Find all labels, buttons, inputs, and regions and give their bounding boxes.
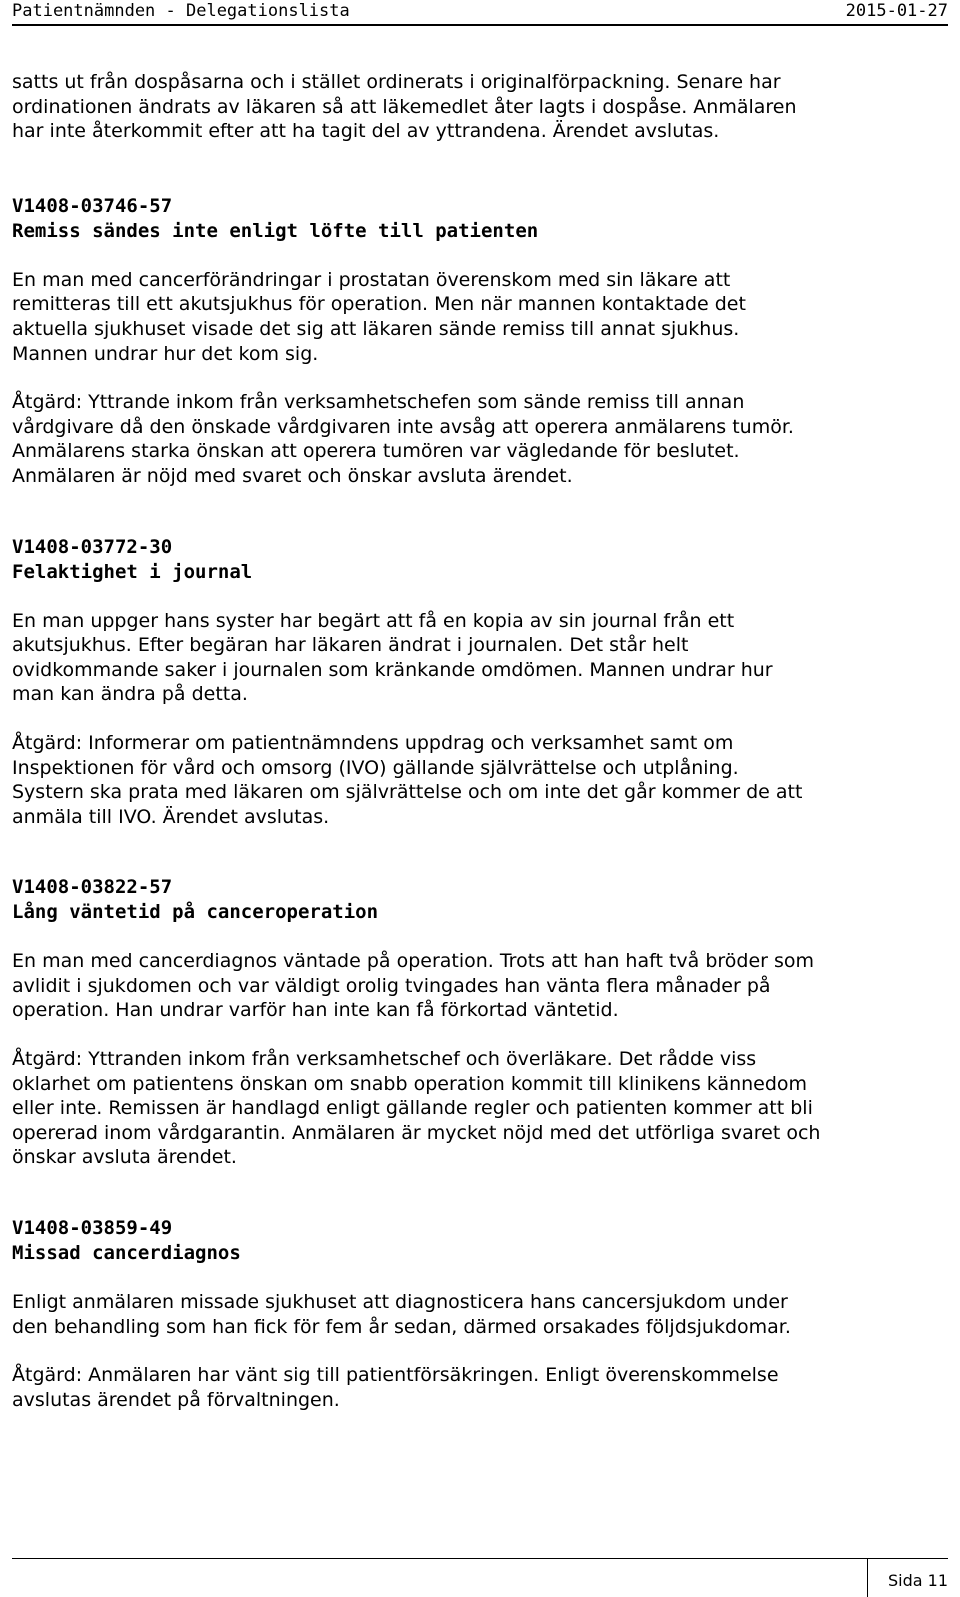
- case-id: V1408-03772-30: [12, 535, 173, 558]
- case-description: [12, 1290, 950, 1339]
- text-line: Anmälaren är nöjd med svaret och önskar avsluta ärendet.: [12, 464, 573, 487]
- text-line: Systern ska prata med läkaren om självrättelse och om inte det går kommer de att: [12, 781, 803, 804]
- text-line: Åtgärd: Yttranden inkom från verksamhetschef och överläkare. Det rådde viss: [12, 1048, 757, 1071]
- case-title: Felaktighet i journal: [12, 560, 253, 583]
- text-line: Enligt anmälaren missade sjukhuset att diagnosticera hans cancersjukdom under: [12, 1291, 788, 1314]
- document-body: [12, 70, 950, 1458]
- case-id: V1408-03859-49: [12, 1217, 173, 1240]
- text-line: Åtgärd: Yttrande inkom från verksamhetschefen som sände remiss till annan: [12, 391, 745, 414]
- text-line: En man med cancerdiagnos väntade på operation. Trots att han haft två bröder som: [12, 950, 815, 973]
- text-line: eller inte. Remissen är handlagd enligt gällande regler och patienten kommer att bli: [12, 1097, 813, 1120]
- text-line: Anmälarens starka önskan att operera tumören var vägledande för beslutet.: [12, 440, 740, 463]
- text-line: den behandling som han fick för fem år sedan, därmed orsakades följdsjukdomar.: [12, 1315, 791, 1338]
- case-action: [12, 1047, 950, 1170]
- document-date: 2015-01-27: [845, 1, 948, 21]
- text-line: anmäla till IVO. Ärendet avslutas.: [12, 805, 330, 828]
- text-line: man kan ändra på detta.: [12, 683, 248, 706]
- text-line: avlidit i sjukdomen och var väldigt orolig tvingades han vänta flera månader på: [12, 974, 771, 997]
- document-title: Patientnämnden - Delegationslista: [12, 1, 350, 21]
- case-description: [12, 609, 950, 707]
- text-line: har inte återkommit efter att ha tagit del av yttrandena. Ärendet avslutas.: [12, 120, 720, 143]
- case-entry: [12, 875, 950, 1170]
- case-description: [12, 949, 950, 1023]
- intro-paragraph: [12, 70, 950, 144]
- case-id: V1408-03746-57: [12, 194, 173, 217]
- text-line: Åtgärd: Anmälaren har vänt sig till patientförsäkringen. Enligt överenskommelse: [12, 1364, 779, 1387]
- text-line: aktuella sjukhuset visade det sig att läkaren sände remiss till annat sjukhus.: [12, 317, 740, 340]
- case-description: [12, 268, 950, 366]
- case-action: [12, 390, 950, 488]
- text-line: remitteras till ett akutsjukhus för operation. Men när mannen kontaktade det: [12, 293, 746, 316]
- text-line: ordinationen ändrats av läkaren så att läkemedlet åter lagts i dospåse. Anmälaren: [12, 95, 797, 118]
- page-number: Sida 11: [887, 1571, 948, 1590]
- text-line: Åtgärd: Informerar om patientnämndens uppdrag och verksamhet samt om: [12, 731, 734, 754]
- text-line: ovidkommande saker i journalen som kränkande omdömen. Mannen undrar hur: [12, 658, 773, 681]
- case-action: [12, 731, 950, 829]
- text-line: En man med cancerförändringar i prostatan överenskom med sin läkare att: [12, 268, 731, 291]
- text-line: vårdgivare då den önskade vårdgivaren inte avsåg att operera anmälarens tumör.: [12, 415, 794, 438]
- case-title: Missad cancerdiagnos: [12, 1242, 241, 1265]
- case-id: V1408-03822-57: [12, 876, 173, 899]
- case-title: Lång väntetid på canceroperation: [12, 901, 379, 924]
- text-line: En man uppger hans syster har begärt att få en kopia av sin journal från ett: [12, 609, 735, 632]
- text-line: avslutas ärendet på förvaltningen.: [12, 1388, 340, 1411]
- case-entry: [12, 1216, 950, 1412]
- text-line: opererad inom vårdgarantin. Anmälaren är mycket nöjd med det utförliga svaret och: [12, 1121, 821, 1144]
- text-line: Mannen undrar hur det kom sig.: [12, 342, 319, 365]
- text-line: önskar avsluta ärendet.: [12, 1146, 237, 1169]
- text-line: Inspektionen för vård och omsorg (IVO) gällande självrättelse och utplåning.: [12, 756, 739, 779]
- text-line: oklarhet om patientens önskan om snabb operation kommit till klinikens kännedom: [12, 1072, 808, 1095]
- footer-divider: [867, 1559, 868, 1597]
- case-entry: [12, 194, 950, 489]
- text-line: akutsjukhus. Efter begäran har läkaren ändrat i journalen. Det står helt: [12, 634, 689, 657]
- text-line: operation. Han undrar varför han inte kan få förkortad väntetid.: [12, 999, 619, 1022]
- case-entry: [12, 535, 950, 830]
- page-footer: [12, 1558, 948, 1597]
- case-action: [12, 1363, 950, 1412]
- page-header: [12, 0, 948, 26]
- case-title: Remiss sändes inte enligt löfte till patienten: [12, 219, 539, 242]
- text-line: satts ut från dospåsarna och i stället ordinerats i originalförpackning. Senare har: [12, 71, 781, 93]
